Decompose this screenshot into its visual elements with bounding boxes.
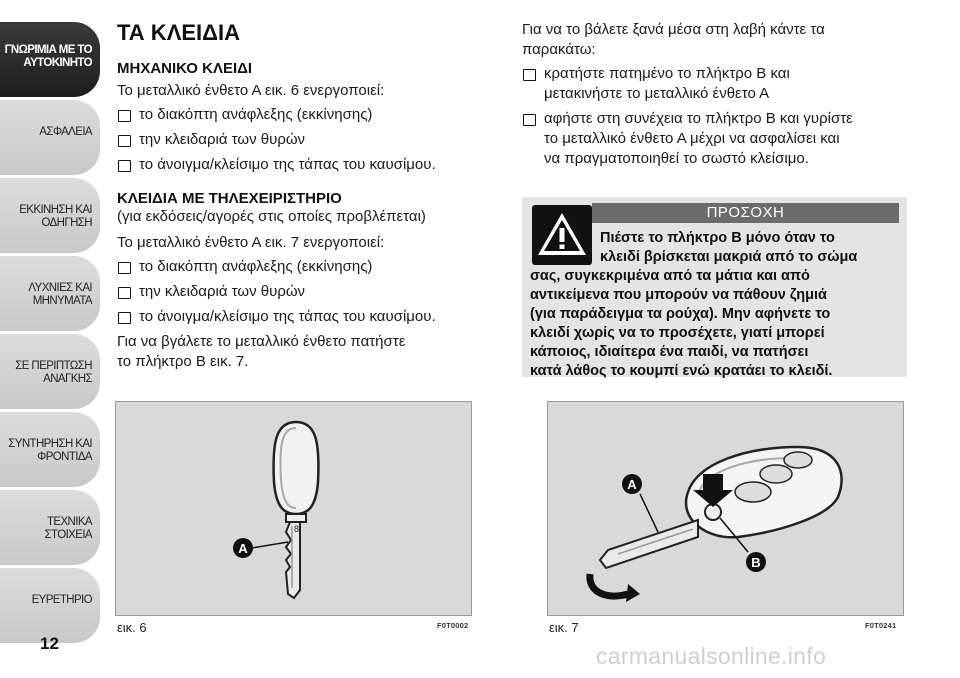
warning-box <box>522 197 907 377</box>
tab-label-line: ΤΕΧΝΙΚΑ ΣΤΟΙΧΕΙΑ <box>44 516 92 541</box>
text-line: να πραγματοποιηθεί το σωστό κλείσιμο. <box>544 150 809 167</box>
list-item <box>522 109 907 169</box>
warning-triangle-icon <box>532 205 592 265</box>
remote-key-illustration <box>548 402 905 617</box>
list-item: το άνοιγμα/κλείσιμο της τάπας του καυσίμου. <box>117 307 492 327</box>
tab-label-line: ΣΥΝΤΗΡΗΣΗ ΚΑΙ <box>8 438 92 450</box>
mechanical-key-intro: Το μεταλλικό ένθετο Α εικ. 6 ενεργοποιεί: <box>117 82 385 99</box>
list-item: το διακόπτη ανάφλεξης (εκκίνησης) <box>117 105 492 125</box>
tab-label-line: ΑΣΦΑΛΕΙΑ <box>39 126 92 138</box>
tab-label-line: ΜΗΝΥΜΑΤΑ <box>32 295 92 307</box>
list-item <box>522 64 907 104</box>
text-line: αφήστε στη συνέχεια το πλήκτρο Β και γυρίστε <box>544 110 853 127</box>
right-column <box>522 20 907 377</box>
page-number: 12 <box>40 634 59 653</box>
text-line: το μεταλλικό ένθετο Α μέχρι να ασφαλίσει και <box>544 130 840 147</box>
tab-index[interactable] <box>0 568 100 643</box>
text-line: αντικείμενα που μπορούν να πάθουν ζημιά <box>530 287 827 303</box>
text-line: σας, συγκεκριμένα από τα μάτια και από <box>530 268 810 284</box>
text-line: μετακινήστε το μεταλλικό ένθετο Α <box>544 85 770 102</box>
figure-7-code: F0T0241 <box>865 621 897 630</box>
tab-getting-to-know[interactable] <box>0 22 100 97</box>
text-line: (για παράδειγμα τα ρούχα). Μην αφήνετε το <box>530 306 831 322</box>
reinsert-list <box>522 64 907 169</box>
chapter-sidebar <box>0 22 103 646</box>
text-line: κάποιος, ιδιαίτερα ένα παιδί, να πατήσει <box>530 344 809 360</box>
list-item: την κλειδαριά των θυρών <box>117 282 492 302</box>
label-a: A <box>627 477 637 492</box>
list-item: το διακόπτη ανάφλεξης (εκκίνησης) <box>117 257 492 277</box>
tab-label-line: ΕΥΡΕΤΗΡΙΟ <box>31 594 92 606</box>
remote-key-list <box>117 257 492 327</box>
tab-label-line: ΛΥΧΝΙΕΣ ΚΑΙ <box>28 282 92 294</box>
tab-label-line: ΣΕ ΠΕΡΙΠΤΩΣΗ <box>15 360 92 372</box>
tab-emergency[interactable] <box>0 334 100 409</box>
remote-key-subtitle: (για εκδόσεις/αγορές στις οποίες προβλέπεται) <box>117 208 426 225</box>
text-line: Πιέστε το πλήκτρο Β μόνο όταν το <box>600 230 835 246</box>
tab-label-line: ΓΝΩΡΙΜΙΑ ΜΕ ΤΟ <box>4 44 92 56</box>
tab-lights-messages[interactable] <box>0 256 100 331</box>
text-line: κρατήστε πατημένο το πλήκτρο Β και <box>544 65 790 82</box>
text-line: κλειδί χωρίς να το προσέχετε, γιατί μπορεί <box>530 325 825 341</box>
figure-6-code: F0T0002 <box>437 621 469 630</box>
label-b: B <box>751 555 761 570</box>
text-line: κλειδί βρίσκεται μακριά από το σώμα <box>600 249 858 265</box>
extract-instructions <box>117 332 492 372</box>
text-line: κατά λάθος το κουμπί ενώ κρατάει το κλειδί. <box>530 363 833 379</box>
tab-maintenance[interactable] <box>0 412 100 487</box>
figure-mechanical-key <box>115 401 472 616</box>
mechanical-key-heading: ΜΗΧΑΝΙΚΟ ΚΛΕΙΔΙ <box>117 60 253 77</box>
tab-label-line: ΟΔΗΓΗΣΗ <box>41 217 92 229</box>
watermark: carmanualsonline.info <box>596 643 827 669</box>
tab-label-line: ΦΡΟΝΤΙΔΑ <box>37 451 92 463</box>
svg-text:8: 8 <box>294 524 300 534</box>
text-line: παρακάτω: <box>522 41 596 58</box>
label-a: A <box>238 541 248 556</box>
tab-label-line: ΑΥΤΟΚΙΝΗΤΟ <box>23 57 92 69</box>
mechanical-key-list <box>117 105 492 175</box>
remote-key-heading: ΚΛΕΙΔΙΑ ΜΕ ΤΗΛΕΧΕΙΡΙΣΤΗΡΙΟ <box>117 190 342 207</box>
figure-7-caption: εικ. 7 <box>549 620 579 635</box>
tab-technical-data[interactable] <box>0 490 100 565</box>
figure-remote-key <box>547 401 904 616</box>
left-column <box>117 20 492 372</box>
list-item: το άνοιγμα/κλείσιμο της τάπας του καυσίμου. <box>117 155 492 175</box>
page-title: ΤΑ ΚΛΕΙΔΙΑ <box>117 20 240 45</box>
text-line: Για να το βάλετε ξανά μέσα στη λαβή κάντε τα <box>522 21 825 38</box>
text-line: Για να βγάλετε το μεταλλικό ένθετο πατήστε <box>117 333 406 350</box>
warning-header: ΠΡΟΣΟΧΗ <box>592 203 899 223</box>
figure-6-caption: εικ. 6 <box>117 620 147 635</box>
tab-label-line: ΕΚΚΙΝΗΣΗ ΚΑΙ <box>19 204 92 216</box>
text-line: το πλήκτρο Β εικ. 7. <box>117 353 249 370</box>
list-item: την κλειδαριά των θυρών <box>117 130 492 150</box>
tab-starting-driving[interactable] <box>0 178 100 253</box>
tab-safety[interactable] <box>0 100 100 175</box>
remote-key-intro: Το μεταλλικό ένθετο Α εικ. 7 ενεργοποιεί: <box>117 234 385 251</box>
tab-label-line: ΑΝΑΓΚΗΣ <box>43 373 92 385</box>
reinsert-intro <box>522 20 907 60</box>
mechanical-key-illustration <box>116 402 473 617</box>
